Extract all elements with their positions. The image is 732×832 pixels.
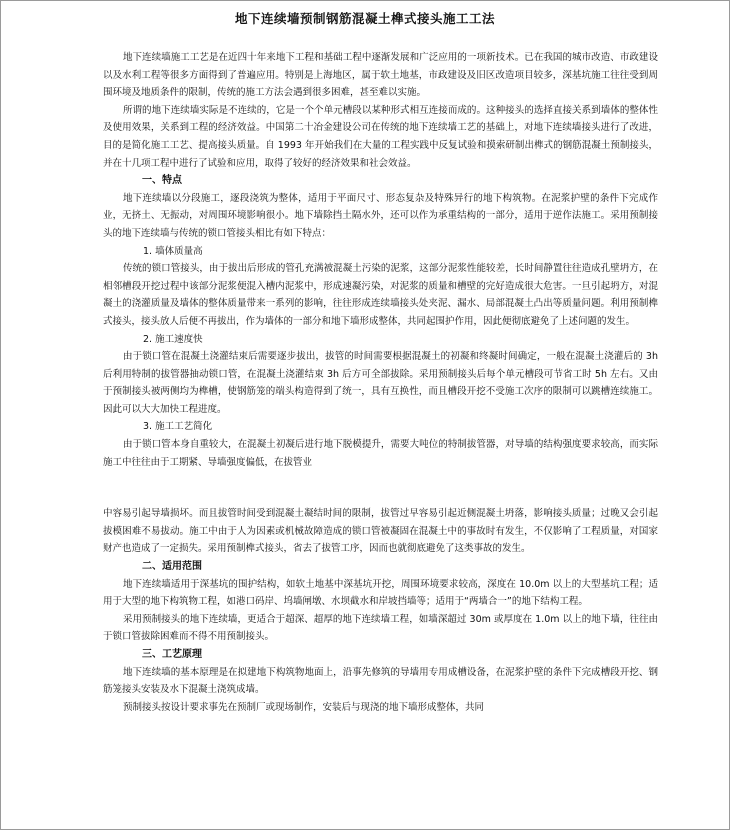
document-title: 地下连续墙预制钢筋混凝土榫式接头施工工法 xyxy=(234,11,495,26)
paragraph-process-simplified-part2: 中容易引起导墙损坏。而且拔管时间受到混凝土凝结时间的限制，拔管过早容易引起近侧混凝土坍落，影响接头质量；过晚又会引起拔模困难不易拔动。施工中由于人为因素或机械故障造成的锁口管被凝固在混凝土中的事故时有发生，不仅影响了工程质量，对国家财产也造成了一定损失。采用预制榫式接头，省去了拔管工序，因而也就彻底避免了这类事故的发生。 xyxy=(103,508,658,555)
paragraph-process-simplified-part1: 由于锁口管本身自重较大，在混凝土初凝后进行地下脱模提升，需要大吨位的特制拔管器，对导墙的结构强度要求较高，而实际施工中往往由于工期紧、导墙强度偏低，在拔管业 xyxy=(103,439,658,468)
paragraph-scope: 地下连续墙适用于深基坑的围护结构，如软土地基中深基坑开挖，周围环境要求较高，深度在 10.0m 以上的大型基坑工程；适用于大型的地下构筑物工程，如港口码岸、坞墙闸墩、水坝截水和岸坡挡墙等；适用于“两墙合一”的地下结构工程。 xyxy=(103,578,658,608)
subheading-process-simplified: 3. 施工工艺简化 xyxy=(143,421,213,433)
paragraph-construction-speed: 由于锁口管在混凝土浇灌结束后需要逐步拔出，拔管的时间需要根据混凝土的初凝和终凝时间确定，一般在混凝土浇灌后的 3h 后利用特制的拔管器抽动锁口管，在混凝土浇灌结束 3h 后方可全部拔除。采用预制接头后每个单元槽段可节省工时 5h 左右。又由于预制接头被两侧均为榫槽，使钢筋笼的端头构造得到了统一，具有互换性，而且槽段开挖不受施工次序的限制可以跳槽连续施工。因此可以大大加快工程进度。 xyxy=(103,351,658,415)
paragraph-principle: 地下连续墙的基本原理是在拟建地下构筑物地面上，沿事先修筑的导墙用专用成槽设备，在泥浆护壁的条件下完成槽段开挖、钢筋笼接头安装及水下混凝土浇筑成墙。 xyxy=(103,666,658,696)
section-heading-scope: 二、适用范围 xyxy=(142,561,202,573)
section-heading-features: 一、特点 xyxy=(142,175,182,187)
section-heading-principle: 三、工艺原理 xyxy=(142,649,202,660)
document-body xyxy=(103,49,658,716)
paragraph-principle-precast: 预制接头按设计要求事先在预制厂或现场制作，安装后与现浇的地下墙形成整体，共同 xyxy=(122,701,484,713)
paragraph-intro: 地下连续墙施工工艺是在近四十年来地下工程和基础工程中逐渐发展和广泛应用的一项新技术。已在我国的城市改造、市政建设以及水利工程等很多方面得到了普遍应用。特别是上海地区，属于软土地基，市政建设及旧区改造项目较多，深基坑施工往往受到周围环境及地质条件的限制，传统的施工方法会遇到很多困难，甚至难以实施。 xyxy=(103,52,658,99)
subheading-wall-quality: 1. 墙体质量高 xyxy=(143,245,203,257)
paragraph-wall-quality: 传统的锁口管接头，由于拔出后形成的管孔充满被混凝土污染的泥浆，这部分泥浆性能较差，长时间静置往往造成孔壁坍方，在相邻槽段开挖过程中该部分泥浆便混入槽内泥浆中，形成速凝污染，对泥浆的质量和槽壁的完好造成很大危害。一旦引起坍方，对混凝土的浇灌质量及墙体的整体质量带来一系列的影响，往往形成连续墙接头处夹泥、漏水、局部混凝土凸出等质量问题。利用预制榫式接头，接头放人后便不再拔出，作为墙体的一部分和地下墙形成整体，共同起围护作用，因此便彻底避免了上述问题的发生。 xyxy=(103,263,658,327)
paragraph-scope-precast: 采用预制接头的地下连续墙，更适合于超深、超厚的地下连续墙工程，如墙深超过 30m 或厚度在 1.0m 以上的地下墙，往往由于锁口管拔除困难而不得不用预制接头。 xyxy=(103,613,658,643)
page-break-gap xyxy=(103,471,658,505)
subheading-construction-speed: 2. 施工速度快 xyxy=(143,333,203,345)
paragraph-joint-background: 所谓的地下连续墙实际是不连续的，它是一个个单元槽段以某种形式相互连接而成的。这种接头的选择直接关系到墙体的整体性及使用效果，关系到工程的经济效益。中国第二十冶金建设公司在传统的地下连续墙工艺的基础上，对地下连续墙接头进行了改进，目的是简化施工工艺、提高接头质量。自 1993 年开始我们在大量的工程实践中反复试验和摸索研制出榫式的钢筋混凝土预制接头，并在十几项工程中进行了试验和应用，取得了较好的经济效果和社会效益。 xyxy=(103,104,658,169)
paragraph-features: 地下连续墙以分段施工，逐段浇筑为整体，适用于平面尺寸、形态复杂及特殊异行的地下构筑物。在泥浆护壁的条件下完成作业，无挤土、无振动，对周围环境影响很小。地下墙除挡土隔水外，还可以作为承重结构的一部分，适用于逆作法施工。采用预制接头的地下连续墙与传统的锁口管接头相比有如下特点： xyxy=(103,192,658,239)
